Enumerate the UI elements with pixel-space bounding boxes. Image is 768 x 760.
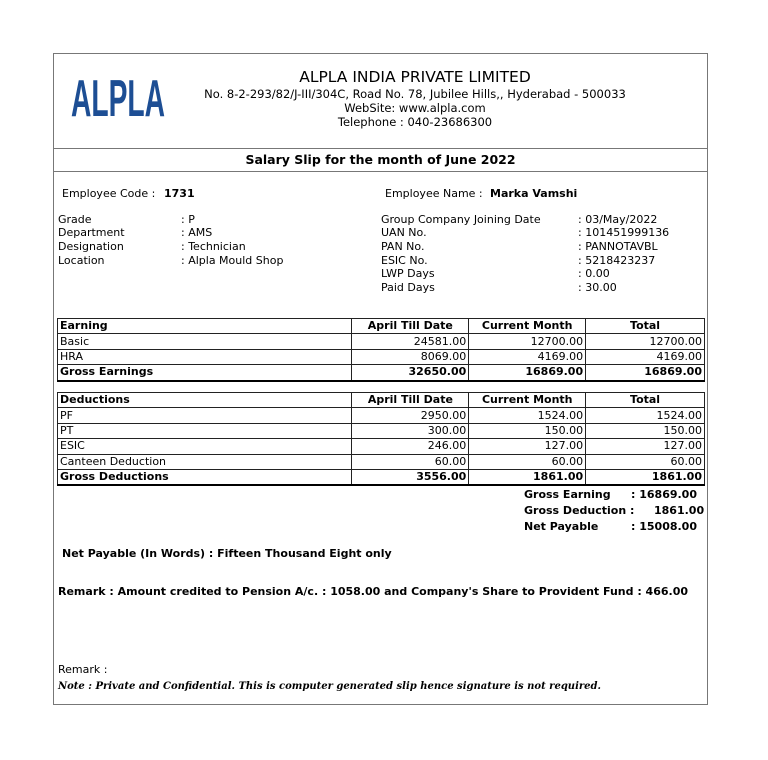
- table-row: [58, 439, 705, 454]
- grade-label: Grade: [58, 213, 92, 226]
- cell: 1861.00: [586, 469, 705, 485]
- remark-pension: Remark : Amount credited to Pension A/c. : 1058.00 and Company's Share to Provident Fund : 466.00: [58, 585, 688, 598]
- lwp-days-label: LWP Days: [381, 267, 435, 280]
- cell: 1861.00: [469, 469, 586, 485]
- esic-value: : 5218423237: [578, 254, 656, 267]
- location-label: Location: [58, 254, 105, 267]
- row-label: PT: [58, 423, 352, 438]
- cell: 1524.00: [586, 408, 705, 423]
- cell: 2950.00: [352, 408, 469, 423]
- esic-label: ESIC No.: [381, 254, 428, 267]
- divider: [53, 171, 708, 172]
- cell: 1524.00: [469, 408, 586, 423]
- table-total-row: [58, 365, 705, 381]
- cell: 3556.00: [352, 469, 469, 485]
- column-header: Deductions: [58, 393, 352, 408]
- cell: 12700.00: [469, 334, 586, 349]
- cell: 150.00: [586, 423, 705, 438]
- cell: 150.00: [469, 423, 586, 438]
- remark-label: Remark :: [58, 663, 108, 676]
- gross-deduction-value: 1861.00: [654, 504, 705, 517]
- row-label: ESIC: [58, 439, 352, 454]
- cell: 8069.00: [352, 349, 469, 364]
- table-header-row: [58, 319, 705, 334]
- column-header: Earning: [58, 319, 352, 334]
- cell: 127.00: [586, 439, 705, 454]
- divider: [53, 148, 708, 149]
- row-label: PF: [58, 408, 352, 423]
- earnings-table: [57, 318, 705, 382]
- alpla-logo: [70, 66, 166, 128]
- column-header: Total: [586, 393, 705, 408]
- table-row: [58, 349, 705, 364]
- employee-name-label: Employee Name :: [385, 187, 483, 200]
- paid-days-label: Paid Days: [381, 281, 435, 294]
- confidential-note: Note : Private and Confidential. This is computer generated slip hence signature is not required.: [58, 681, 601, 692]
- net-payable-value: : 15008.00: [631, 520, 697, 533]
- cell: 60.00: [586, 454, 705, 469]
- location-value: : Alpla Mould Shop: [181, 254, 284, 267]
- company-name: ALPLA INDIA PRIVATE LIMITED: [299, 68, 531, 86]
- row-label: Canteen Deduction: [58, 454, 352, 469]
- slip-title: Salary Slip for the month of June 2022: [245, 152, 516, 167]
- net-payable-label: Net Payable: [524, 520, 599, 533]
- table-row: [58, 334, 705, 349]
- designation-label: Designation: [58, 240, 124, 253]
- table-header-row: [58, 393, 705, 408]
- employee-code-label: Employee Code :: [62, 187, 156, 200]
- total-label: Gross Earnings: [58, 365, 352, 381]
- row-label: Basic: [58, 334, 352, 349]
- gross-earning-value: : 16869.00: [631, 488, 697, 501]
- table-total-row: [58, 469, 705, 485]
- row-label: HRA: [58, 349, 352, 364]
- cell: 246.00: [352, 439, 469, 454]
- net-payable-words: Net Payable (In Words) : Fifteen Thousand Eight only: [62, 547, 392, 560]
- cell: 4169.00: [469, 349, 586, 364]
- logo-text: ALPLA: [71, 70, 165, 128]
- uan-value: : 101451999136: [578, 226, 670, 239]
- employee-code: 1731: [164, 187, 195, 200]
- cell: 127.00: [469, 439, 586, 454]
- grade-value: : P: [181, 213, 195, 226]
- total-label: Gross Deductions: [58, 469, 352, 485]
- gross-deduction-label: Gross Deduction :: [524, 504, 635, 517]
- table-row: [58, 454, 705, 469]
- column-header: Current Month: [469, 319, 586, 334]
- joining-date-value: : 03/May/2022: [578, 213, 658, 226]
- pan-label: PAN No.: [381, 240, 425, 253]
- table-row: [58, 408, 705, 423]
- cell: 300.00: [352, 423, 469, 438]
- deductions-table: [57, 392, 705, 486]
- column-header: Total: [586, 319, 705, 334]
- company-address: No. 8-2-293/82/J-III/304C, Road No. 78, Jubilee Hills,, Hyderabad - 500033: [204, 87, 626, 101]
- column-header: Current Month: [469, 393, 586, 408]
- column-header: April Till Date: [352, 319, 469, 334]
- paid-days-value: : 30.00: [578, 281, 617, 294]
- company-header: [200, 68, 630, 129]
- cell: 24581.00: [352, 334, 469, 349]
- cell: 16869.00: [469, 365, 586, 381]
- company-website: WebSite: www.alpla.com: [344, 101, 486, 115]
- company-telephone: Telephone : 040-23686300: [337, 115, 493, 129]
- gross-earning-label: Gross Earning: [524, 488, 611, 501]
- column-header: April Till Date: [352, 393, 469, 408]
- department-value: : AMS: [181, 226, 213, 239]
- cell: 4169.00: [586, 349, 705, 364]
- joining-date-label: Group Company Joining Date: [381, 213, 541, 226]
- cell: 32650.00: [352, 365, 469, 381]
- cell: 16869.00: [586, 365, 705, 381]
- designation-value: : Technician: [181, 240, 246, 253]
- cell: 12700.00: [586, 334, 705, 349]
- pan-value: : PANNOTAVBL: [578, 240, 658, 253]
- uan-label: UAN No.: [381, 226, 427, 239]
- table-row: [58, 423, 705, 438]
- cell: 60.00: [352, 454, 469, 469]
- lwp-days-value: : 0.00: [578, 267, 610, 280]
- department-label: Department: [58, 226, 125, 239]
- employee-name: Marka Vamshi: [490, 187, 578, 200]
- cell: 60.00: [469, 454, 586, 469]
